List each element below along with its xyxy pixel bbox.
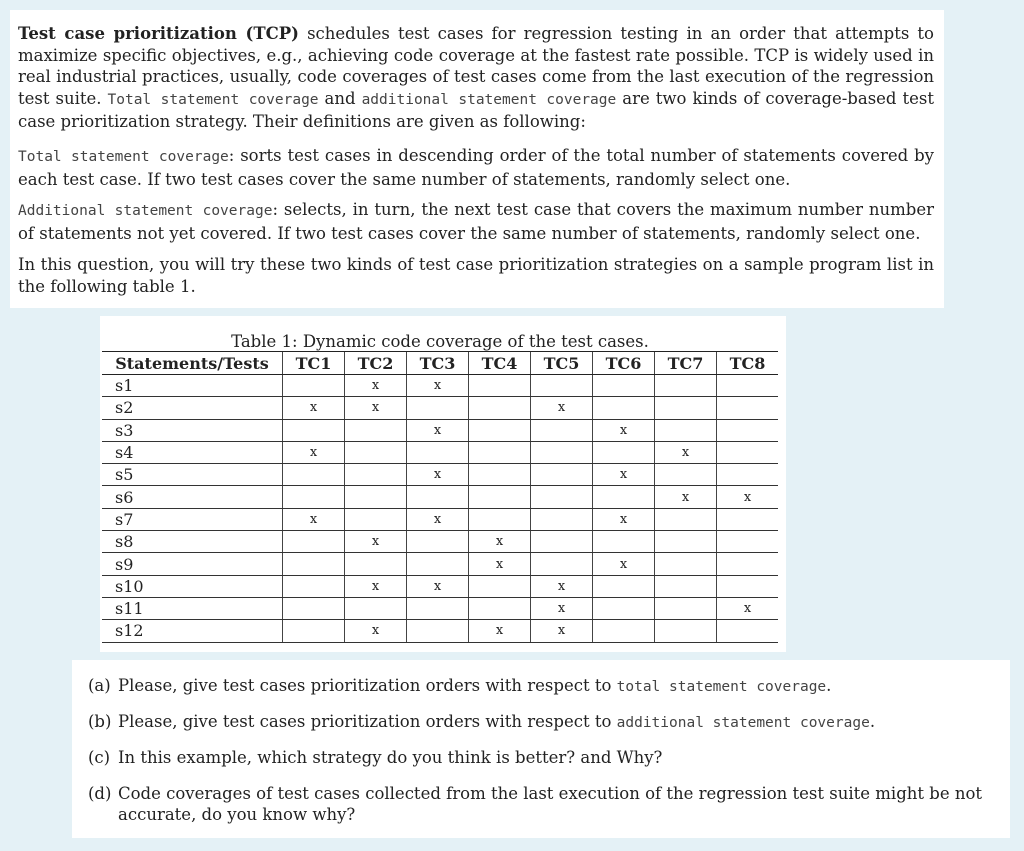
intro-panel [10, 10, 944, 308]
coverage-cell [407, 620, 469, 642]
statement-label: s5 [102, 464, 283, 486]
table-caption: Table 1: Dynamic code coverage of the test cases. [231, 332, 649, 351]
coverage-cell [717, 441, 779, 463]
coverage-cell [283, 375, 345, 397]
question-label: (b) [88, 712, 112, 731]
table-row [102, 397, 778, 419]
coverage-cell: x [407, 575, 469, 597]
coverage-cell [407, 553, 469, 575]
coverage-cell: x [407, 375, 469, 397]
additional-text: : selects, in turn, the next test case that covers the maximum number number of statements not yet covered. If two test cases cover the same number of statements, randomly select one. [18, 200, 935, 243]
coverage-cell [717, 575, 779, 597]
coverage-cell [655, 464, 717, 486]
coverage-cell [407, 531, 469, 553]
tcp-term: Test case prioritization (TCP) [18, 24, 299, 43]
coverage-cell: x [531, 620, 593, 642]
coverage-cell: x [593, 464, 655, 486]
coverage-cell [283, 620, 345, 642]
coverage-cell [469, 464, 531, 486]
coverage-cell [717, 553, 779, 575]
coverage-cell [407, 441, 469, 463]
coverage-cell [283, 464, 345, 486]
statement-label: s2 [102, 397, 283, 419]
intro-text-3: are two kinds of coverage-based test case prioritization strategy. Their definitions are given as following: [18, 88, 934, 131]
coverage-cell [283, 486, 345, 508]
statement-label: s9 [102, 553, 283, 575]
question-text: Please, give test cases prioritization orders with respect to [118, 712, 617, 731]
statement-label: s11 [102, 597, 283, 619]
table-header-row [102, 352, 778, 375]
coverage-cell: x [407, 419, 469, 441]
additional-definition [18, 199, 934, 244]
question-text-after: . [869, 712, 876, 731]
coverage-cell [531, 486, 593, 508]
coverage-cell [717, 464, 779, 486]
table-row [102, 575, 778, 597]
table-row [102, 419, 778, 441]
coverage-cell [593, 531, 655, 553]
coverage-cell [345, 508, 407, 530]
table-row [102, 441, 778, 463]
coverage-cell [407, 597, 469, 619]
statement-label: s1 [102, 375, 283, 397]
coverage-cell [469, 397, 531, 419]
coverage-cell [531, 464, 593, 486]
header-tc4: TC4 [469, 352, 531, 375]
coverage-cell [345, 441, 407, 463]
table-panel [100, 316, 786, 652]
question-label: (c) [88, 748, 111, 767]
coverage-cell: x [531, 397, 593, 419]
intro-text-2: and [318, 88, 362, 108]
coverage-cell: x [283, 397, 345, 419]
question-mono: total statement coverage [616, 679, 827, 695]
additional-term: Additional statement coverage [18, 203, 273, 219]
question-a [88, 675, 1000, 698]
intro-paragraph [18, 23, 934, 133]
coverage-cell [655, 508, 717, 530]
coverage-cell [469, 575, 531, 597]
question-label: (a) [88, 676, 111, 695]
statement-label: s4 [102, 441, 283, 463]
coverage-cell [655, 397, 717, 419]
table-row [102, 553, 778, 575]
coverage-cell [407, 397, 469, 419]
coverage-cell: x [345, 397, 407, 419]
statement-label: s3 [102, 419, 283, 441]
coverage-cell [717, 419, 779, 441]
coverage-cell: x [407, 508, 469, 530]
question-mono: additional statement coverage [616, 715, 870, 731]
table-row [102, 620, 778, 642]
table-row [102, 508, 778, 530]
coverage-cell: x [655, 486, 717, 508]
header-tc5: TC5 [531, 352, 593, 375]
coverage-cell [345, 597, 407, 619]
coverage-cell [283, 419, 345, 441]
statement-label: s10 [102, 575, 283, 597]
coverage-cell: x [593, 419, 655, 441]
coverage-cell [593, 441, 655, 463]
coverage-cell: x [345, 620, 407, 642]
header-tc6: TC6 [593, 352, 655, 375]
intro-mono-additional: additional statement coverage [361, 91, 617, 108]
total-text: : sorts test cases in descending order of the total number of statements covered by each test case. If two test cases cover the same number of statements, randomly select one. [18, 146, 934, 189]
coverage-cell: x [345, 375, 407, 397]
header-tc7: TC7 [655, 352, 717, 375]
coverage-cell [283, 553, 345, 575]
table-row [102, 597, 778, 619]
header-tc1: TC1 [283, 352, 345, 375]
coverage-cell [469, 375, 531, 397]
coverage-cell [345, 464, 407, 486]
coverage-cell [717, 397, 779, 419]
question-text: Code coverages of test cases collected from the last execution of the regression test suite might be not accurate, do you know why? [118, 784, 983, 824]
coverage-cell [593, 397, 655, 419]
total-definition [18, 145, 934, 190]
coverage-cell [593, 486, 655, 508]
coverage-cell [531, 441, 593, 463]
coverage-cell [531, 419, 593, 441]
coverage-cell: x [593, 553, 655, 575]
header-tc3: TC3 [407, 352, 469, 375]
table-row [102, 531, 778, 553]
coverage-cell: x [407, 464, 469, 486]
coverage-cell [717, 620, 779, 642]
coverage-cell [593, 575, 655, 597]
coverage-cell [531, 553, 593, 575]
coverage-cell [655, 531, 717, 553]
total-term: Total statement coverage [18, 149, 229, 165]
coverage-cell: x [283, 441, 345, 463]
coverage-cell [655, 597, 717, 619]
question-text: In this example, which strategy do you think is better? and Why? [118, 748, 663, 767]
table-body [102, 375, 778, 643]
question-d [88, 783, 1000, 825]
coverage-cell [531, 375, 593, 397]
questions-panel [72, 660, 1010, 838]
coverage-cell: x [469, 620, 531, 642]
coverage-cell [469, 508, 531, 530]
intro-mono-total: Total statement coverage [107, 91, 319, 108]
coverage-cell [469, 419, 531, 441]
coverage-cell [717, 508, 779, 530]
coverage-cell [593, 620, 655, 642]
statement-label: s6 [102, 486, 283, 508]
coverage-cell [531, 508, 593, 530]
coverage-cell: x [345, 531, 407, 553]
coverage-cell [593, 375, 655, 397]
coverage-cell: x [469, 553, 531, 575]
statement-label: s8 [102, 531, 283, 553]
coverage-cell [655, 553, 717, 575]
question-c [88, 747, 1000, 768]
intro-text-1: schedules test cases for regression testing in an order that attempts to maximize specific objectives, e.g., achieving code coverage at the fastest rate possible. TCP is widely used in real industrial practices, usually, code coverages of test cases come from the last execution of the regression test suite. [18, 24, 934, 108]
coverage-cell [593, 597, 655, 619]
question-label: (d) [88, 784, 112, 803]
header-tc8: TC8 [717, 352, 779, 375]
coverage-cell: x [593, 508, 655, 530]
coverage-cell [283, 597, 345, 619]
header-statements-tests: Statements/Tests [102, 352, 283, 375]
coverage-cell: x [717, 486, 779, 508]
coverage-cell [283, 531, 345, 553]
coverage-cell [345, 553, 407, 575]
coverage-cell [469, 441, 531, 463]
coverage-cell: x [655, 441, 717, 463]
coverage-cell [655, 375, 717, 397]
question-text-after: . [826, 676, 832, 695]
coverage-cell [655, 575, 717, 597]
coverage-cell: x [717, 597, 779, 619]
coverage-cell [717, 531, 779, 553]
table-row [102, 375, 778, 397]
question-text: Please, give test cases prioritization orders with respect to [118, 676, 617, 695]
coverage-cell [345, 419, 407, 441]
coverage-cell [407, 486, 469, 508]
question-b [88, 711, 1000, 734]
coverage-cell [469, 597, 531, 619]
coverage-cell [469, 486, 531, 508]
coverage-cell [283, 575, 345, 597]
coverage-cell: x [531, 597, 593, 619]
coverage-cell [717, 375, 779, 397]
statement-label: s12 [102, 620, 283, 642]
coverage-cell [655, 419, 717, 441]
coverage-cell: x [345, 575, 407, 597]
coverage-cell [655, 620, 717, 642]
table-row [102, 486, 778, 508]
coverage-table [102, 351, 778, 643]
coverage-cell: x [469, 531, 531, 553]
statement-label: s7 [102, 508, 283, 530]
question-intro: In this question, you will try these two kinds of test case prioritization strategies on a sample program list in the following table 1. [18, 255, 934, 296]
coverage-cell: x [531, 575, 593, 597]
coverage-cell [531, 531, 593, 553]
coverage-cell: x [283, 508, 345, 530]
coverage-cell [345, 486, 407, 508]
header-tc2: TC2 [345, 352, 407, 375]
table-row [102, 464, 778, 486]
